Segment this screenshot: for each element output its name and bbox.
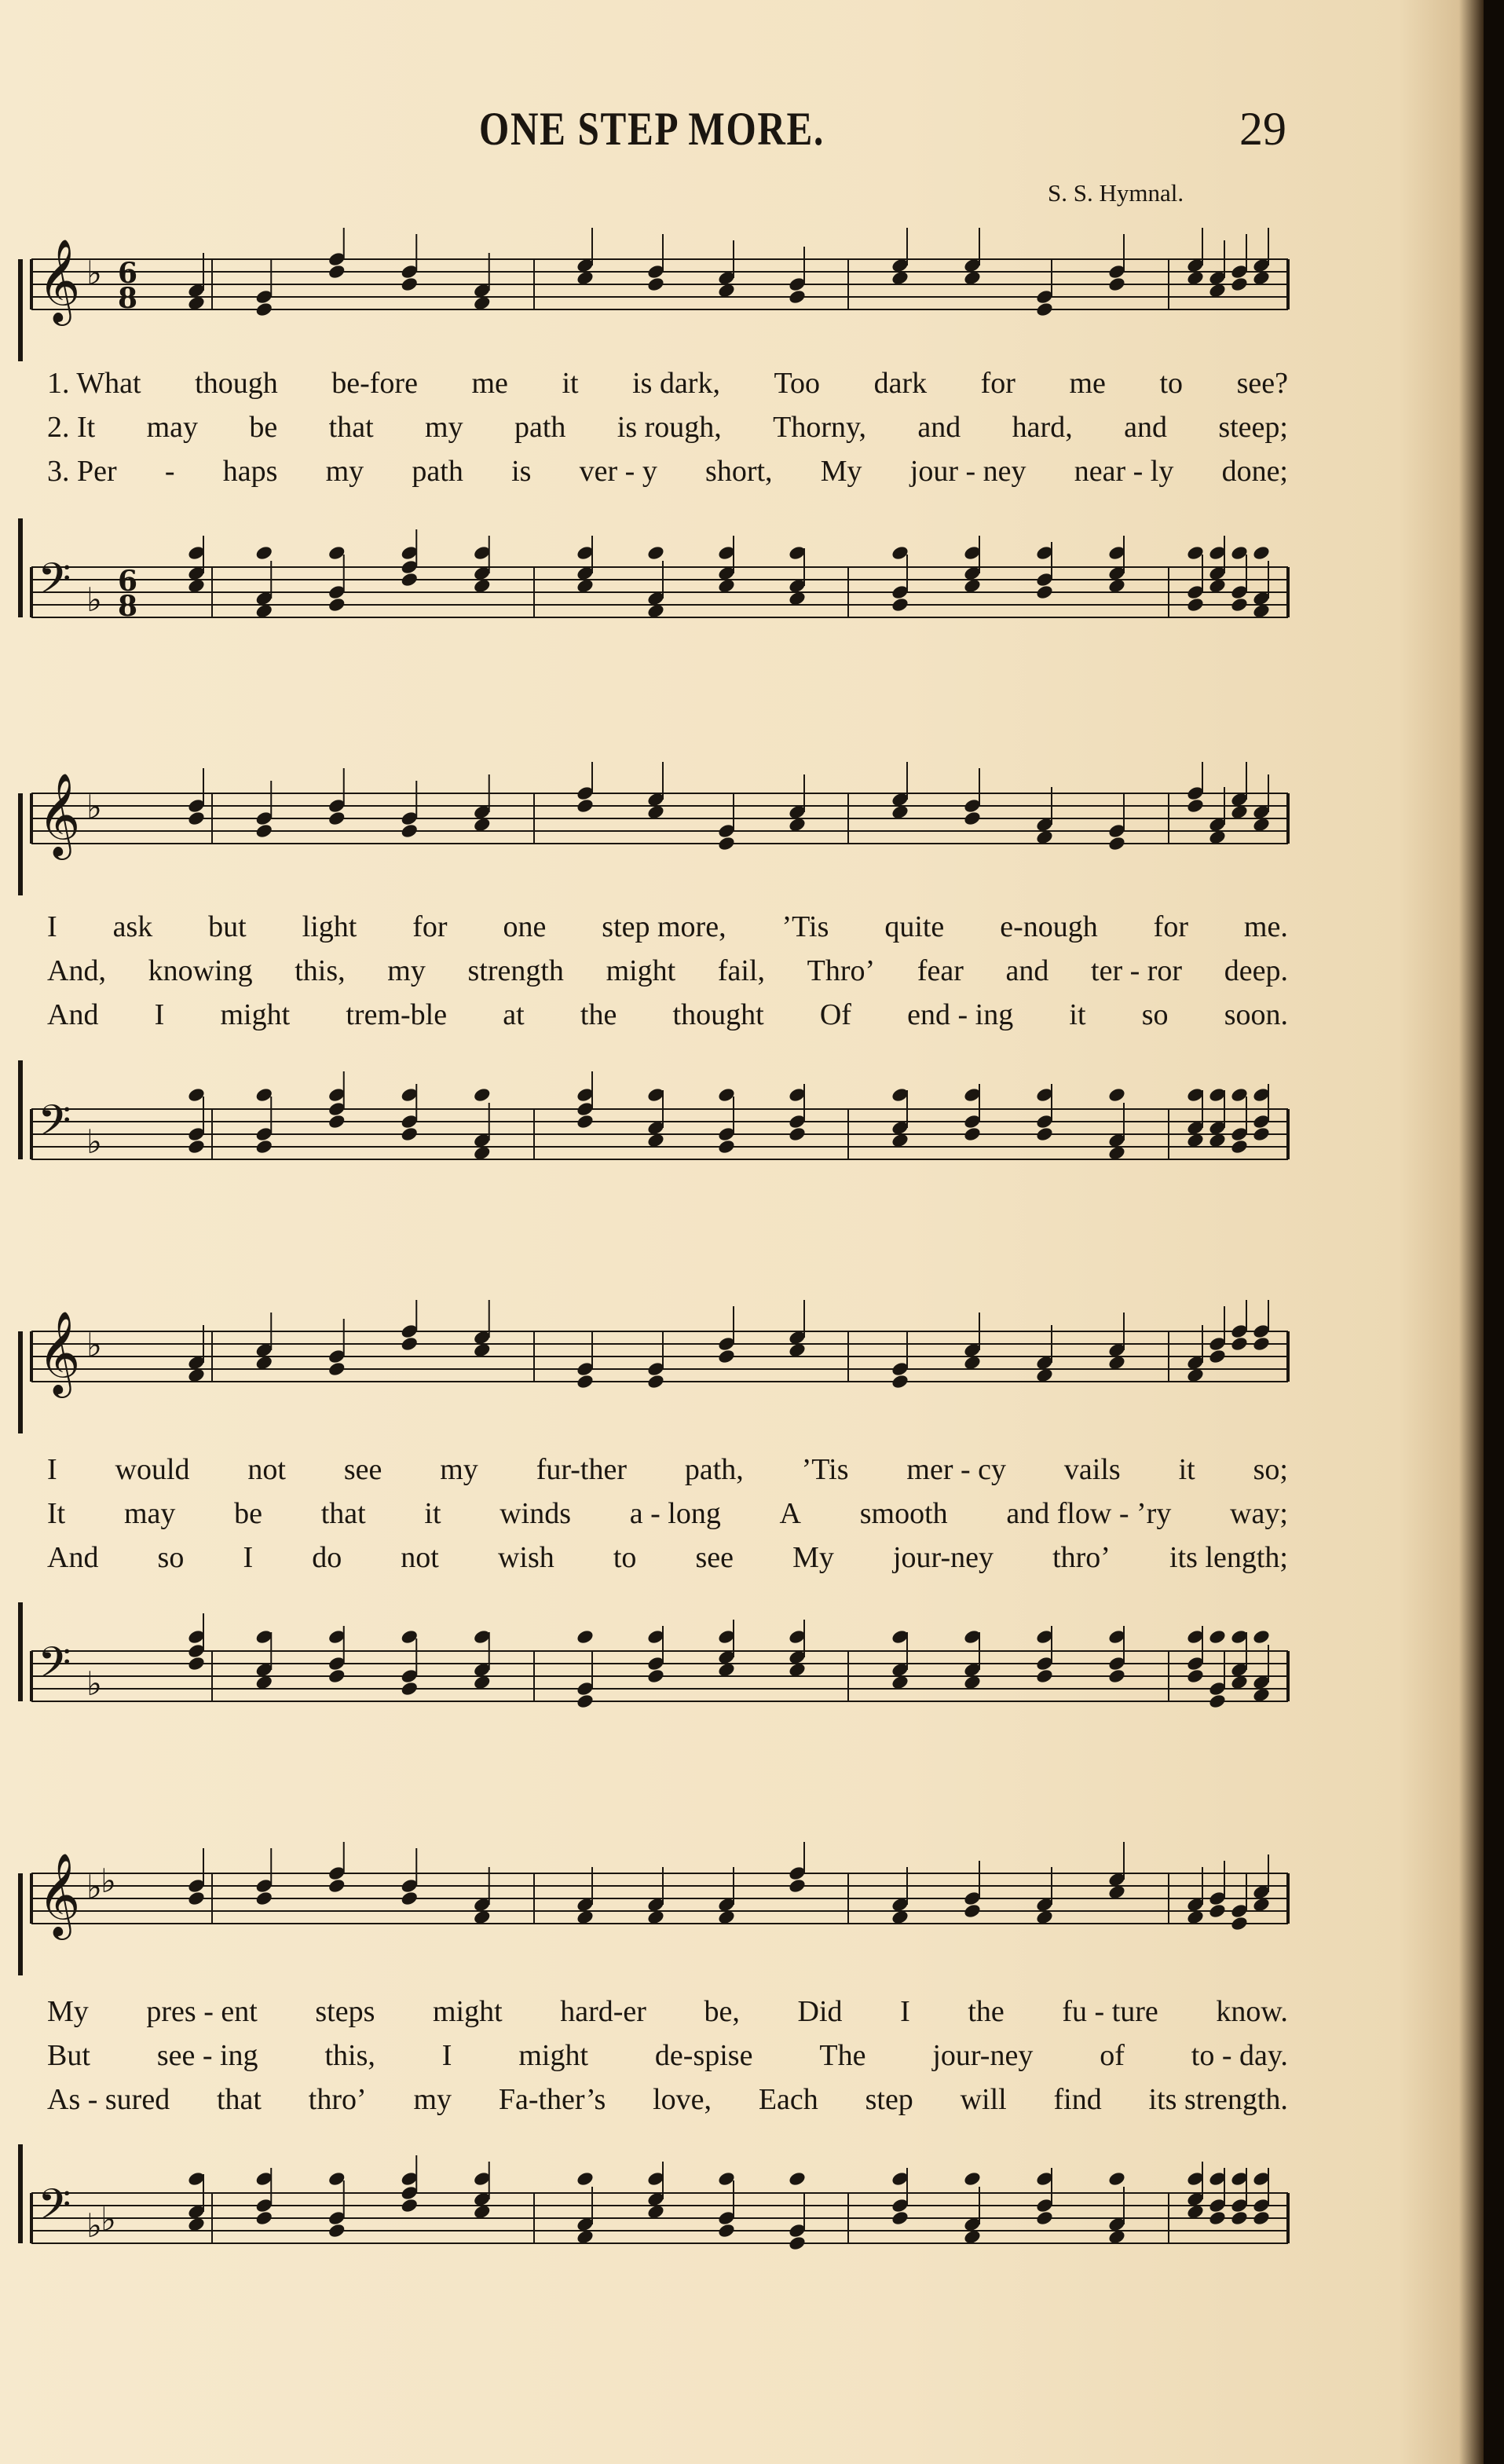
- lyric-word: at: [503, 998, 525, 1031]
- lyric-word: smooth: [859, 1497, 948, 1530]
- note-head: [1107, 1668, 1126, 1684]
- lyric-word: Of: [819, 998, 851, 1031]
- note-head: [400, 2197, 419, 2213]
- note-head: [717, 1348, 736, 1364]
- flat-icon: ♭: [101, 1862, 116, 1900]
- system-4-lyrics: [47, 1990, 1288, 2122]
- note-head: [646, 1668, 665, 1684]
- treble-clef-icon: 𝄞: [38, 1310, 81, 1394]
- lyric-word: e-nough: [1000, 910, 1098, 943]
- system-2-treble-staff: [0, 762, 1304, 895]
- flat-icon: ♭: [86, 1122, 102, 1161]
- note-head: [1230, 596, 1249, 613]
- system-4-bass-staff: [0, 2144, 1304, 2301]
- lyric-word: fu - ture: [1062, 1995, 1158, 2028]
- lyric-word: find: [1053, 2083, 1102, 2116]
- lyric-word: see - ing: [156, 2039, 258, 2072]
- treble-clef-icon: 𝄞: [38, 238, 81, 322]
- page-edge-shadow: [1484, 0, 1504, 2464]
- lyric-word: haps: [222, 455, 278, 488]
- lyric-word: My: [792, 1541, 834, 1574]
- lyric-word: and: [1005, 954, 1049, 987]
- flat-icon: ♭: [86, 788, 102, 826]
- note-head: [187, 810, 206, 826]
- lyric-word: But: [47, 2039, 90, 2072]
- note-head: [1230, 1335, 1249, 1352]
- note-head: [963, 2170, 982, 2187]
- lyric-word: As - sured: [47, 2083, 170, 2116]
- lyric-word: near - ly: [1074, 455, 1174, 488]
- note-head: [1230, 276, 1249, 292]
- system-4-treble-staff: [0, 1842, 1304, 1975]
- system-1-treble-staff: [0, 228, 1304, 361]
- note-head: [400, 1890, 419, 1906]
- lyric-word: mer - cy: [906, 1453, 1007, 1486]
- lyric-word: 1. What: [47, 367, 141, 400]
- lyric-word: my: [425, 411, 463, 444]
- flat-icon: ♭: [86, 580, 102, 619]
- note-head: [788, 2170, 807, 2187]
- lyric-word: jour-ney: [932, 2039, 1034, 2072]
- flat-icon: ♭: [86, 1326, 102, 1364]
- bass-clef-icon: 𝄢: [38, 554, 71, 614]
- note-head: [576, 1373, 595, 1389]
- lyric-word: The: [819, 2039, 866, 2072]
- note-head: [576, 2170, 595, 2187]
- lyric-word: see: [695, 1541, 734, 1574]
- system-1-bass-staff: [0, 518, 1304, 675]
- lyric-word: thro’: [1052, 1541, 1111, 1574]
- note-head: [328, 1877, 346, 1894]
- lyric-word: It: [47, 1497, 66, 1530]
- lyric-word: its length;: [1169, 1541, 1288, 1574]
- lyric-word: may: [146, 411, 199, 444]
- note-head: [576, 1113, 595, 1129]
- lyric-line: [47, 1990, 1288, 2034]
- system-1-lyrics: [47, 361, 1288, 493]
- lyric-word: path: [514, 411, 566, 444]
- treble-clef-icon: 𝄞: [38, 772, 81, 856]
- lyric-word: steps: [315, 1995, 375, 2028]
- lyric-word: ’Tis: [781, 910, 829, 943]
- lyric-word: me: [471, 367, 508, 400]
- lyric-word: step: [865, 2083, 913, 2116]
- lyric-line: [47, 2078, 1288, 2122]
- lyric-word: trem-ble: [346, 998, 448, 1031]
- note-head: [1035, 301, 1054, 317]
- lyric-word: the: [580, 998, 617, 1031]
- note-head: [1208, 1693, 1227, 1709]
- lyric-word: might: [518, 2039, 589, 2072]
- lyric-word: my: [440, 1453, 478, 1486]
- lyric-word: Thro’: [807, 954, 876, 987]
- note-head: [1035, 1126, 1054, 1142]
- lyric-word: I: [47, 910, 57, 943]
- lyric-word: it: [424, 1497, 441, 1530]
- lyric-word: might: [432, 1995, 503, 2028]
- lyric-word: it: [1178, 1453, 1195, 1486]
- lyric-word: Did: [797, 1995, 843, 2028]
- note-head: [1107, 276, 1126, 292]
- note-head: [1252, 1126, 1271, 1142]
- lyric-word: is rough,: [617, 411, 722, 444]
- lyric-word: Fa-ther’s: [498, 2083, 606, 2116]
- lyric-word: my: [387, 954, 426, 987]
- lyric-word: steep;: [1218, 411, 1288, 444]
- lyric-word: 2. It: [47, 411, 96, 444]
- note-head: [788, 1126, 807, 1142]
- lyric-word: that: [320, 1497, 366, 1530]
- note-head: [1230, 1915, 1249, 1931]
- note-head: [1035, 1668, 1054, 1684]
- note-head: [963, 810, 982, 826]
- lyric-word: my: [325, 455, 364, 488]
- time-signature-bottom: 8: [118, 282, 138, 315]
- lyric-line: [47, 361, 1288, 405]
- note-head: [646, 1373, 665, 1389]
- lyric-word: not: [401, 1541, 439, 1574]
- note-head: [187, 1138, 206, 1155]
- lyric-word: for: [1153, 910, 1188, 943]
- lyric-word: that: [217, 2083, 262, 2116]
- lyric-word: one: [503, 910, 547, 943]
- lyric-word: thro’: [308, 2083, 367, 2116]
- lyric-line: [47, 405, 1288, 449]
- page-number: 29: [1239, 103, 1286, 155]
- flat-icon: ♭: [101, 2200, 116, 2239]
- note-head: [788, 2235, 807, 2251]
- note-head: [473, 1086, 492, 1103]
- note-head: [1107, 835, 1126, 851]
- lyric-word: so: [1141, 998, 1169, 1031]
- note-head: [1252, 2210, 1271, 2226]
- note-head: [254, 301, 273, 317]
- lyric-word: My: [47, 1995, 89, 2028]
- time-signature-top: 6: [118, 565, 138, 598]
- note-head: [576, 1628, 595, 1645]
- note-head: [963, 1126, 982, 1142]
- note-head: [788, 288, 807, 305]
- note-head: [1186, 596, 1205, 613]
- lyric-line: [47, 993, 1288, 1037]
- bass-clef-icon: 𝄢: [38, 2180, 71, 2240]
- lyric-word: pres - ent: [146, 1995, 258, 2028]
- note-head: [328, 596, 346, 613]
- bass-clef-icon: 𝄢: [38, 1096, 71, 1156]
- lyric-word: I: [154, 998, 165, 1031]
- lyric-word: so: [157, 1541, 185, 1574]
- lyric-word: the: [968, 1995, 1004, 2028]
- lyric-line: [47, 949, 1288, 993]
- note-head: [717, 835, 736, 851]
- lyric-line: [47, 1492, 1288, 1536]
- lyric-word: winds: [500, 1497, 572, 1530]
- lyric-word: know.: [1216, 1995, 1288, 2028]
- lyric-word: I: [243, 1541, 254, 1574]
- note-head: [1186, 1668, 1205, 1684]
- lyric-word: path: [412, 455, 463, 488]
- note-head: [254, 822, 273, 839]
- note-head: [1208, 1348, 1227, 1364]
- note-head: [788, 1877, 807, 1894]
- lyric-word: be: [234, 1497, 262, 1530]
- lyric-word: done;: [1221, 455, 1288, 488]
- time-signature-top: 6: [118, 257, 138, 290]
- lyric-word: thought: [672, 998, 764, 1031]
- lyric-word: Thorny,: [773, 411, 867, 444]
- note-head: [576, 797, 595, 814]
- lyric-word: ask: [112, 910, 153, 943]
- lyric-word: so;: [1253, 1453, 1288, 1486]
- flat-icon: ♭: [86, 1868, 102, 1906]
- lyric-word: would: [115, 1453, 190, 1486]
- lyric-word: and: [917, 411, 961, 444]
- note-head: [1230, 1138, 1249, 1155]
- note-head: [328, 2222, 346, 2239]
- lyric-word: deep.: [1224, 954, 1288, 987]
- note-head: [646, 544, 665, 561]
- note-head: [646, 276, 665, 292]
- note-head: [891, 1373, 909, 1389]
- note-head: [187, 1890, 206, 1906]
- lyric-word: fear: [917, 954, 964, 987]
- lyric-word: end - ing: [907, 998, 1014, 1031]
- flat-icon: ♭: [86, 2206, 102, 2245]
- lyric-line: [47, 905, 1288, 949]
- note-head: [1252, 544, 1271, 561]
- lyric-word: ver - y: [579, 455, 657, 488]
- lyric-word: knowing: [148, 954, 253, 987]
- lyric-word: to - day.: [1191, 2039, 1288, 2072]
- note-head: [400, 1680, 419, 1697]
- lyric-word: will: [960, 2083, 1007, 2116]
- lyric-word: might: [606, 954, 676, 987]
- lyric-word: A: [779, 1497, 801, 1530]
- note-head: [328, 263, 346, 280]
- lyric-word: strength: [467, 954, 564, 987]
- lyric-word: that: [328, 411, 374, 444]
- note-head: [1035, 2210, 1054, 2226]
- lyric-line: [47, 1448, 1288, 1492]
- lyric-word: this,: [295, 954, 346, 987]
- lyric-word: hard,: [1012, 411, 1073, 444]
- lyric-word: de-spise: [654, 2039, 753, 2072]
- note-head: [400, 1335, 419, 1352]
- lyric-word: love,: [653, 2083, 712, 2116]
- flat-icon: ♭: [86, 1664, 102, 1703]
- note-head: [891, 2210, 909, 2226]
- lyric-word: to: [1159, 367, 1184, 400]
- lyric-word: not: [247, 1453, 286, 1486]
- lyric-word: see?: [1236, 367, 1288, 400]
- lyric-word: be: [249, 411, 278, 444]
- lyric-word: might: [220, 998, 291, 1031]
- note-head: [328, 810, 346, 826]
- lyric-word: ’Tis: [801, 1453, 849, 1486]
- note-head: [400, 571, 419, 588]
- lyric-word: -: [164, 455, 175, 488]
- note-head: [254, 544, 273, 561]
- lyric-word: be-fore: [331, 367, 418, 400]
- lyric-word: dark: [873, 367, 928, 400]
- lyric-word: do: [312, 1541, 342, 1574]
- lyric-word: 3. Per: [47, 455, 117, 488]
- note-head: [254, 1890, 273, 1906]
- lyric-word: jour - ney: [909, 455, 1026, 488]
- note-head: [187, 1655, 206, 1671]
- note-head: [1107, 1086, 1126, 1103]
- lyric-word: Each: [758, 2083, 818, 2116]
- note-head: [400, 822, 419, 839]
- hymn-title: ONE STEP MORE.: [479, 103, 825, 155]
- note-head: [1208, 1902, 1227, 1919]
- lyric-word: fur-ther: [536, 1453, 627, 1486]
- lyric-word: for: [980, 367, 1015, 400]
- lyric-word: quite: [884, 910, 945, 943]
- lyric-word: see: [343, 1453, 382, 1486]
- note-head: [1035, 584, 1054, 600]
- note-head: [576, 1693, 595, 1709]
- note-head: [1252, 1628, 1271, 1645]
- system-2-bass-staff: [0, 1060, 1304, 1217]
- note-head: [400, 276, 419, 292]
- note-head: [254, 2210, 273, 2226]
- lyric-word: though: [195, 367, 278, 400]
- lyric-word: a - long: [629, 1497, 721, 1530]
- lyric-word: step more,: [602, 910, 726, 943]
- note-head: [328, 1668, 346, 1684]
- lyric-word: I: [441, 2039, 452, 2072]
- system-3-bass-staff: [0, 1602, 1304, 1759]
- lyric-word: and: [1124, 411, 1167, 444]
- note-head: [963, 1902, 982, 1919]
- lyric-word: jour-ney: [893, 1541, 994, 1574]
- lyric-word: is: [511, 455, 532, 488]
- time-signature-bottom: 8: [118, 590, 138, 623]
- lyric-word: and flow - ’ry: [1006, 1497, 1172, 1530]
- lyric-word: may: [123, 1497, 176, 1530]
- lyric-line: [47, 449, 1288, 493]
- bass-clef-icon: 𝄢: [38, 1638, 71, 1698]
- lyric-word: fail,: [717, 954, 766, 987]
- lyric-word: my: [413, 2083, 452, 2116]
- lyric-word: wish: [497, 1541, 554, 1574]
- lyric-word: ter - ror: [1091, 954, 1183, 987]
- lyric-word: And: [47, 998, 99, 1031]
- flat-icon: ♭: [86, 254, 102, 292]
- lyric-word: its strength.: [1148, 2083, 1288, 2116]
- lyric-word: hard-er: [560, 1995, 646, 2028]
- lyric-word: be,: [704, 1995, 740, 2028]
- note-head: [717, 2222, 736, 2239]
- treble-clef-icon: 𝄞: [38, 1852, 81, 1936]
- lyric-word: way;: [1230, 1497, 1288, 1530]
- lyric-word: I: [47, 1453, 57, 1486]
- note-head: [891, 596, 909, 613]
- system-3-treble-staff: [0, 1300, 1304, 1433]
- lyric-word: of: [1100, 2039, 1125, 2072]
- hymn-credit: S. S. Hymnal.: [1048, 179, 1184, 207]
- lyric-word: to: [613, 1541, 637, 1574]
- note-head: [1230, 2210, 1249, 2226]
- note-head: [717, 1138, 736, 1155]
- note-head: [1252, 1335, 1271, 1352]
- lyric-word: for: [412, 910, 448, 943]
- lyric-word: it: [562, 367, 579, 400]
- note-head: [328, 1360, 346, 1377]
- lyric-word: short,: [705, 455, 773, 488]
- lyric-word: Too: [774, 367, 821, 400]
- note-head: [1186, 797, 1205, 814]
- lyric-word: vails: [1063, 1453, 1121, 1486]
- note-head: [1107, 2170, 1126, 2187]
- lyric-word: it: [1069, 998, 1086, 1031]
- lyric-word: And,: [47, 954, 106, 987]
- lyric-word: is dark,: [632, 367, 720, 400]
- note-head: [254, 1138, 273, 1155]
- system-2-lyrics: [47, 905, 1288, 1037]
- lyric-word: path,: [684, 1453, 744, 1486]
- lyric-line: [47, 2034, 1288, 2078]
- lyric-word: And: [47, 1541, 99, 1574]
- lyric-word: me: [1069, 367, 1106, 400]
- lyric-word: light: [302, 910, 357, 943]
- note-head: [1208, 1628, 1227, 1645]
- note-head: [328, 1113, 346, 1129]
- system-3-lyrics: [47, 1448, 1288, 1580]
- lyric-line: [47, 1536, 1288, 1580]
- lyric-word: this,: [324, 2039, 375, 2072]
- lyric-word: but: [208, 910, 247, 943]
- note-head: [1208, 2210, 1227, 2226]
- lyric-word: soon.: [1224, 998, 1288, 1031]
- lyric-word: My: [820, 455, 862, 488]
- lyric-word: me.: [1243, 910, 1288, 943]
- lyric-word: I: [900, 1995, 910, 2028]
- note-head: [400, 1126, 419, 1142]
